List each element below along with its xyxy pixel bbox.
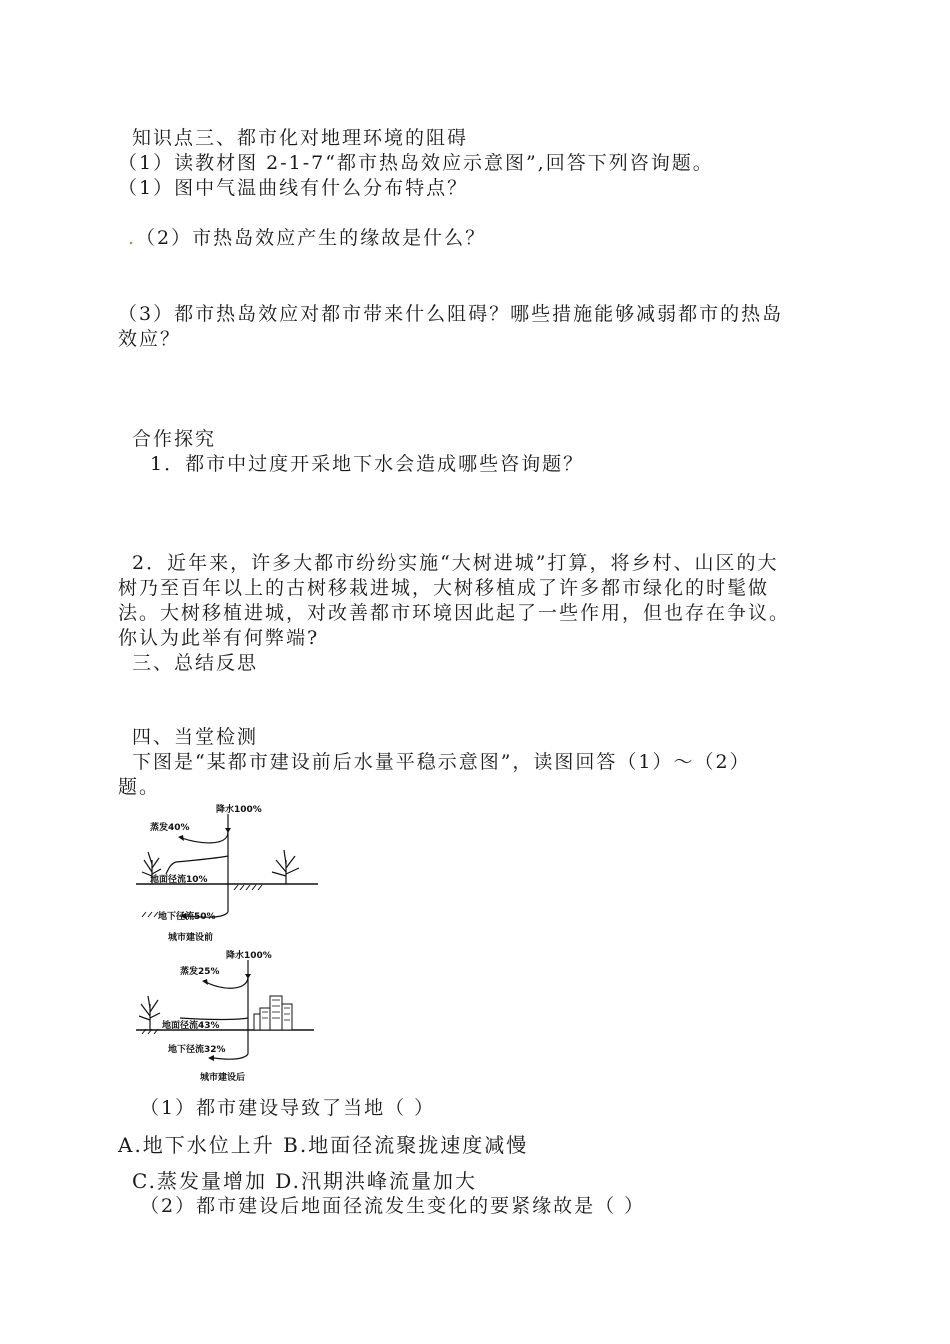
test-question-1-options-ab: A.地下水位上升 B.地面径流聚拢速度减慢 bbox=[118, 1133, 529, 1157]
section-heading-test: 四、当堂检测 bbox=[132, 726, 259, 748]
cooperation-question-2-line3: 法。大树移植进城，对改善都市环境因此起了一些作用，但也存在争议。 bbox=[118, 602, 791, 624]
surface-runoff-label: 地面径流10% bbox=[150, 875, 208, 885]
cooperation-question-2-line1: 2．近年来，许多大都市纷纷实施“大树进城”打算，将乡村、山区的大 bbox=[132, 552, 779, 574]
section-heading-cooperation: 合作探究 bbox=[132, 428, 217, 450]
rain-label: 降水100% bbox=[216, 805, 262, 815]
rain-label: 降水100% bbox=[226, 951, 272, 961]
section-heading-impact: 知识点三、都市化对地理环境的阻碍 bbox=[132, 127, 469, 149]
question-3-2-text: （2）市热岛效应产生的缘故是什么？ bbox=[136, 227, 487, 249]
underground-runoff-label: 地下径流32% bbox=[168, 1045, 226, 1055]
surface-runoff-label: 地面径流43% bbox=[162, 1021, 220, 1031]
test-question-2: （2）都市建设后地面径流发生变化的要紧缘故是（ ） bbox=[140, 1195, 646, 1217]
question-3-3-line1: （3）都市热岛效应对都市带来什么阻碍？哪些措施能够减弱都市的热岛 bbox=[118, 303, 784, 325]
underground-runoff-label: 地下径流50% bbox=[158, 912, 216, 922]
tree-icon bbox=[139, 996, 160, 1030]
test-question-1-options-cd: C.蒸发量增加 D.汛期洪峰流量加大 bbox=[132, 1169, 477, 1193]
water-balance-diagram-after bbox=[128, 948, 328, 1084]
test-intro-line2: 题。 bbox=[118, 776, 161, 798]
evaporation-label: 蒸发25% bbox=[180, 967, 220, 977]
diagram-caption-before: 城市建设前 bbox=[168, 933, 214, 943]
test-question-1: （1）都市建设导致了当地（ ） bbox=[140, 1097, 436, 1119]
question-3-2 bbox=[128, 226, 486, 250]
cooperation-question-1: 1．都市中过度开采地下水会造成哪些咨询题？ bbox=[150, 453, 585, 475]
marker-dot: . bbox=[128, 227, 137, 249]
water-balance-diagram-before bbox=[128, 802, 328, 944]
question-3-1: （1）图中气温曲线有什么分布特点？ bbox=[118, 177, 469, 199]
buildings-icon bbox=[254, 996, 292, 1030]
tree-icon bbox=[272, 850, 299, 884]
diagram-caption-after: 城市建设后 bbox=[200, 1073, 246, 1083]
question-3-3-line2: 效应？ bbox=[118, 328, 182, 350]
section3-intro: （1）读教材图 2-1-7“都市热岛效应示意图”,回答下列咨询题。 bbox=[118, 152, 714, 174]
cooperation-question-2-line4: 你认为此举有何弊端? bbox=[118, 627, 320, 649]
section-heading-summary: 三、总结反思 bbox=[132, 652, 259, 674]
cooperation-question-2-line2: 树乃至百年以上的古树移栽进城，大树移植成了许多都市绿化的时髦做 bbox=[118, 577, 770, 599]
test-intro-line1: 下图是“某都市建设前后水量平稳示意图”，读图回答（1）～（2） bbox=[132, 751, 751, 773]
evaporation-label: 蒸发40% bbox=[150, 823, 190, 833]
